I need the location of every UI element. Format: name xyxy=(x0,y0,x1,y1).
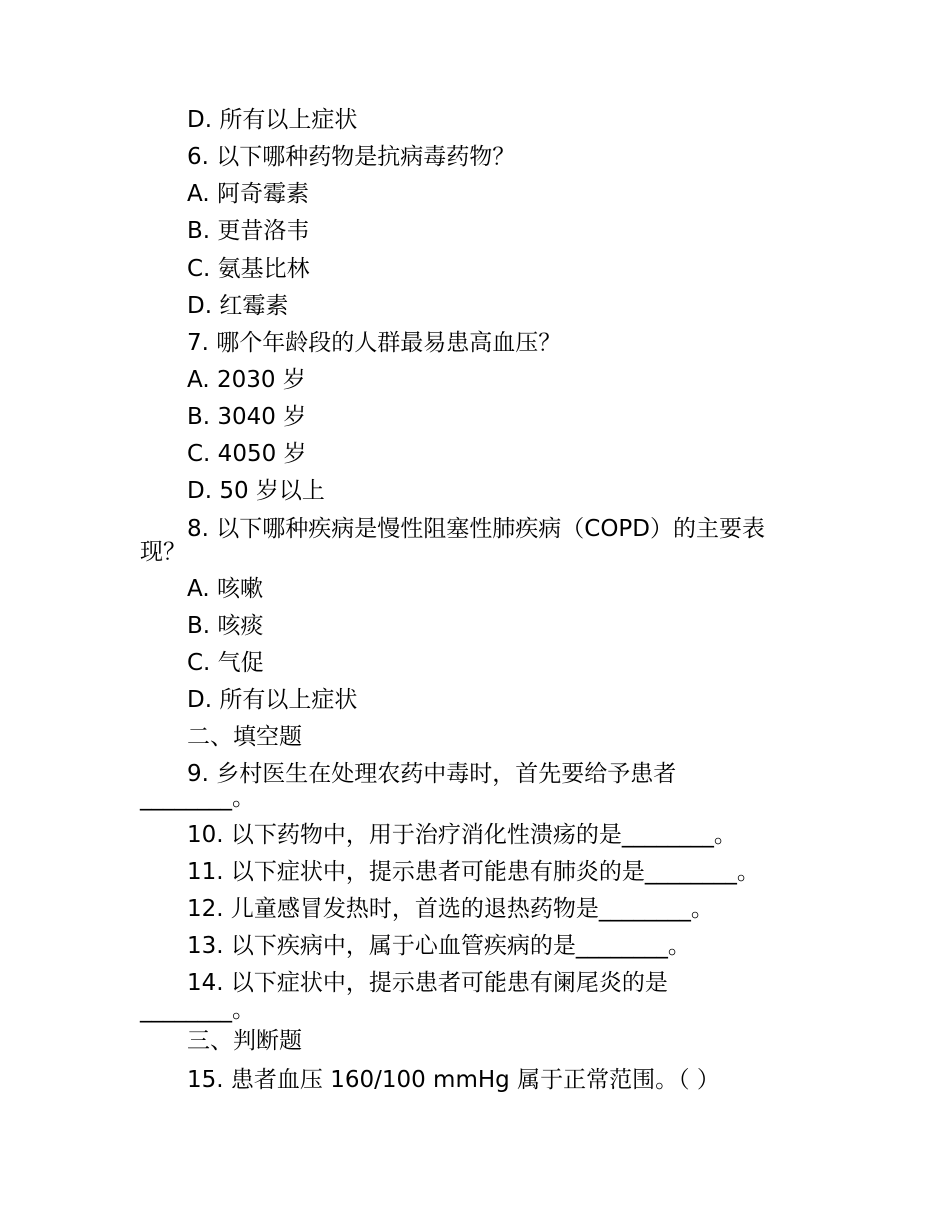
question-line: 12. 儿童感冒发热时，首选的退热药物是________。 xyxy=(187,896,714,922)
question-line: 7. 哪个年龄段的人群最易患高血压？ xyxy=(187,330,562,356)
question-line: 8. 以下哪种疾病是慢性阻塞性肺疾病（COPD）的主要表 xyxy=(187,516,765,542)
question-line-continuation: 现？ xyxy=(140,539,186,565)
question-line: 14. 以下症状中，提示患者可能患有阑尾炎的是 xyxy=(187,970,668,996)
question-line: 10. 以下药物中，用于治疗消化性溃疡的是________。 xyxy=(187,822,737,848)
option-line: B. 3040 岁 xyxy=(187,404,307,430)
question-line: 6. 以下哪种药物是抗病毒药物？ xyxy=(187,144,516,170)
option-line: A. 阿奇霉素 xyxy=(187,181,309,207)
section-heading: 三、判断题 xyxy=(187,1028,302,1054)
question-line-continuation: ________。 xyxy=(140,997,255,1023)
option-line: D. 所有以上症状 xyxy=(187,687,358,713)
option-line: B. 更昔洛韦 xyxy=(187,218,310,244)
option-line: C. 气促 xyxy=(187,650,264,676)
option-line: D. 红霉素 xyxy=(187,293,289,319)
option-line: D. 所有以上症状 xyxy=(187,107,358,133)
question-line: 11. 以下症状中，提示患者可能患有肺炎的是________。 xyxy=(187,859,760,885)
option-line: C. 氨基比林 xyxy=(187,256,310,282)
question-line: 13. 以下疾病中，属于心血管疾病的是________。 xyxy=(187,933,691,959)
question-line-continuation: ________。 xyxy=(140,785,255,811)
option-line: D. 50 岁以上 xyxy=(187,478,325,504)
option-line: A. 2030 岁 xyxy=(187,367,306,393)
section-heading: 二、填空题 xyxy=(187,724,302,750)
question-line: 9. 乡村医生在处理农药中毒时，首先要给予患者 xyxy=(187,761,677,787)
question-line: 15. 患者血压 160/100 mmHg 属于正常范围。（ ） xyxy=(187,1067,720,1093)
option-line: A. 咳嗽 xyxy=(187,576,263,602)
option-line: B. 咳痰 xyxy=(187,613,264,639)
option-line: C. 4050 岁 xyxy=(187,441,307,467)
